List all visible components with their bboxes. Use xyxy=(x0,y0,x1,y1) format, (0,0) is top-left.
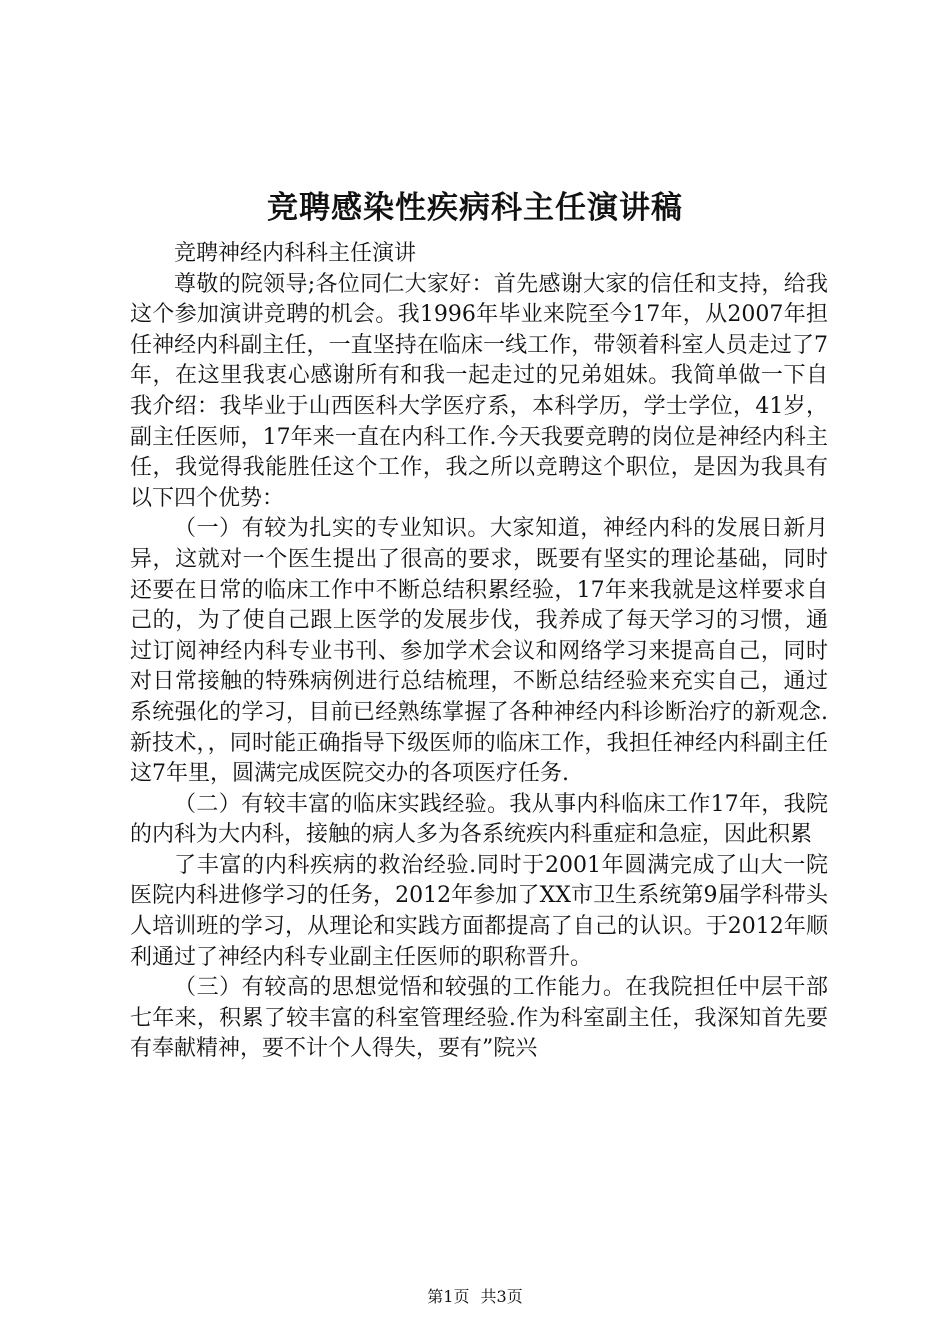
page-footer xyxy=(0,1286,950,1308)
paragraph-advantage-2: （二）有较丰富的临床实践经验。我从事内科临床工作17年，我院的内科为大内科，接触的病人多为各系统疾内科重症和急症，因此积累 xyxy=(130,791,828,848)
paragraph-subtitle: 竞聘神经内科科主任演讲 xyxy=(174,241,417,266)
paragraph-advantage-3: （三）有较高的思想觉悟和较强的工作能力。在我院担任中层干部七年来，积累了较丰富的科室管理经验.作为科室副主任，我深知首先要有奉献精神，要不计个人得失，要有”院兴 xyxy=(130,975,828,1062)
paragraph-intro: 尊敬的院领导;各位同仁大家好：首先感谢大家的信任和支持，给我这个参加演讲竞聘的机会。我1996年毕业来院至今17年，从2007年担任神经内科副主任，一直坚持在临床一线工作，带领着科室人员走过了7年，在这里我衷心感谢所有和我一起走过的兄弟姐妹。我简单做一下自我介绍：我毕业于山西医科大学医疗系，本科学历，学士学位，41岁，副主任医师，17年来一直在内科工作.今天我要竞聘的岗位是神经内科主任，我觉得我能胜任这个工作，我之所以竞聘这个职位，是因为我具有以下四个优势： xyxy=(130,271,828,511)
paragraph-advantage-2-continued: 了丰富的内科疾病的救治经验.同时于2001年圆满完成了山大一院医院内科进修学习的任务，2012年参加了XX市卫生系统第9届学科带头人培训班的学习，从理论和实践方面都提高了自己的认识。于2012年顺利通过了神经内科专业副主任医师的职称晋升。 xyxy=(130,852,828,970)
page-total: 共3页 xyxy=(480,1287,523,1306)
document-body xyxy=(130,239,828,1065)
page-number: 第1页 xyxy=(427,1287,470,1306)
paragraph-advantage-1: （一）有较为扎实的专业知识。大家知道，神经内科的发展日新月异，这就对一个医生提出了很高的要求，既要有坚实的理论基础，同时还要在日常的临床工作中不断总结积累经验，17年来我就是这样要求自己的，为了使自己跟上医学的发展步伐，我养成了每天学习的习惯，通过订阅神经内科专业书刊、参加学术会议和网络学习来提高自己，同时对日常接触的特殊病例进行总结梳理，不断总结经验来充实自己，通过系统强化的学习，目前已经熟练掌握了各种神经内科诊断治疗的新观念.新技术，，同时能正确指导下级医师的临床工作，我担任神经内科副主任这7年里，圆满完成医院交办的各项医疗任务. xyxy=(130,516,828,787)
page-title: 竞聘感染性疾病科主任演讲稿 xyxy=(267,190,683,226)
